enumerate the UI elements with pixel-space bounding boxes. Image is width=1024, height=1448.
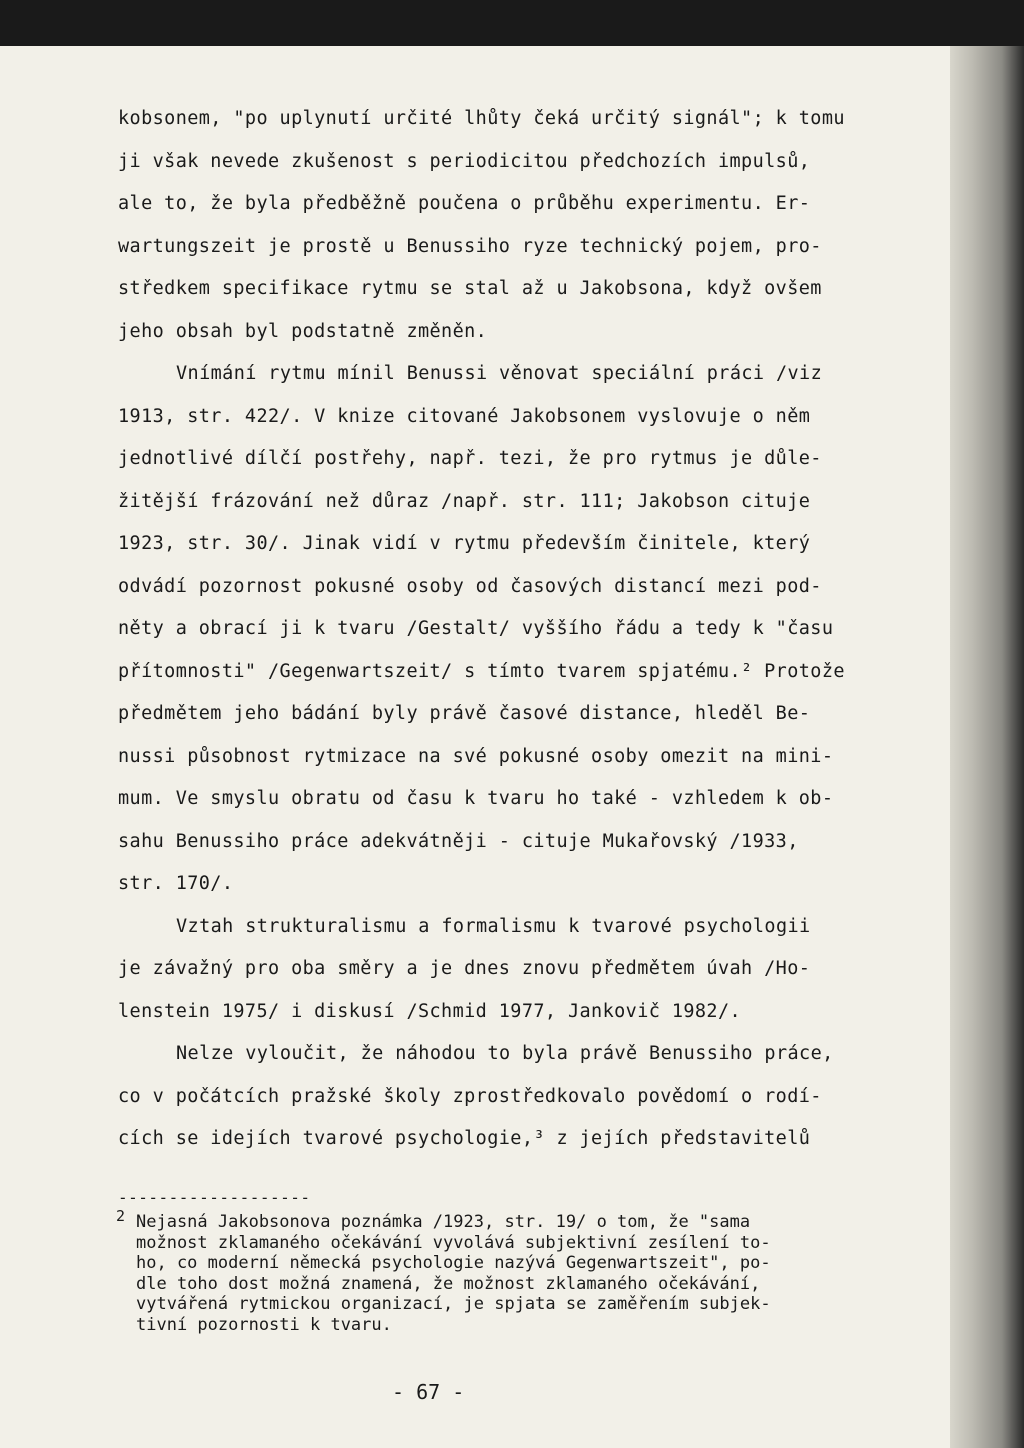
scan-right-edge-shadow [950, 46, 1024, 1448]
footnote-line: ho, co moderní německá psychologie nazývá Gegenwartszeit", po- [136, 1253, 771, 1273]
body-line: předmětem jeho bádání byly právě časové distance, hleděl Be- [118, 703, 811, 724]
body-line: sahu Benussiho práce adekvátněji - cituje Mukařovský /1933, [118, 830, 799, 852]
paragraph-start-line: Nelze vyloučit, že náhodou to byla právě Benussiho práce, [176, 1043, 834, 1064]
body-line: wartungszeit je prostě u Benussiho ryze technický pojem, pro- [118, 235, 822, 257]
footnote-line: vytvářená rytmickou organizací, je spjata se zaměřením subjek- [136, 1294, 771, 1314]
body-line: mum. Ve smyslu obratu od času k tvaru ho také - vzhledem k ob- [118, 788, 834, 809]
body-line: 1923, str. 30/. Jinak vidí v rytmu především činitele, který [118, 533, 811, 554]
footnote-line: Nejasná Jakobsonova poznámka /1923, str. 19/ o tom, že "sama [136, 1212, 751, 1232]
body-line: 1913, str. 422/. V knize citované Jakobsonem vyslovuje o něm [118, 405, 811, 427]
paragraph-start-line: Vnímání rytmu mínil Benussi věnovat speciální práci /viz [176, 363, 823, 384]
body-line: str. 170/. [118, 873, 234, 894]
body-line: co v počátcích pražské školy zprostředkovalo povědomí o rodí- [118, 1085, 822, 1107]
body-line: středkem specifikace rytmu se stal až u Jakobsona, když ovšem [118, 278, 822, 299]
body-line: kobsonem, "po uplynutí určité lhůty čeká určitý signál"; k tomu [118, 108, 845, 129]
footnote-line: možnost zklamaného očekávání vyvolává subjektivní zesílení to- [136, 1232, 771, 1253]
footnote-line: tivní pozornosti k tvaru. [136, 1314, 392, 1335]
body-line: je závažný pro oba směry a je dnes znovu předmětem úvah /Ho- [118, 958, 811, 979]
body-text [118, 108, 878, 1171]
body-line: něty a obrací ji k tvaru /Gestalt/ vyššího řádu a tedy k "času [118, 618, 834, 639]
body-line: cích se idejích tvarové psychologie,³ z jejích představitelů [118, 1128, 811, 1149]
body-line: nussi působnost rytmizace na své pokusné osoby omezit na mini- [118, 745, 834, 767]
footnote [116, 1207, 896, 1335]
paragraph-start-line: Vztah strukturalismu a formalismu k tvarové psychologii [176, 915, 811, 937]
footnote-separator: ------------------- [118, 1188, 311, 1207]
body-line: odvádí pozornost pokusné osoby od časových distancí mezi pod- [118, 575, 822, 597]
body-line: žitější frázování než důraz /např. str. 111; Jakobson cituje [118, 490, 811, 512]
body-line: přítomnosti" /Gegenwartszeit/ s tímto tvarem spjatému.² Protože [118, 660, 845, 682]
footnote-mark: 2 [116, 1207, 126, 1225]
scan-top-border [0, 0, 1024, 46]
body-line: jeho obsah byl podstatně změněn. [118, 320, 488, 342]
body-line: lenstein 1975/ i diskusí /Schmid 1977, Jankovič 1982/. [118, 1000, 742, 1022]
body-line: jednotlivé dílčí postřehy, např. tezi, že pro rytmus je důle- [118, 448, 822, 469]
body-line: ale to, že byla předběžně poučena o průběhu experimentu. Er- [118, 193, 811, 214]
body-line: ji však nevede zkušenost s periodicitou předchozích impulsů, [118, 150, 811, 172]
page-number: - 67 - [392, 1380, 465, 1404]
footnote-line: dle toho dost možná znamená, že možnost zklamaného očekávání, [136, 1273, 761, 1294]
